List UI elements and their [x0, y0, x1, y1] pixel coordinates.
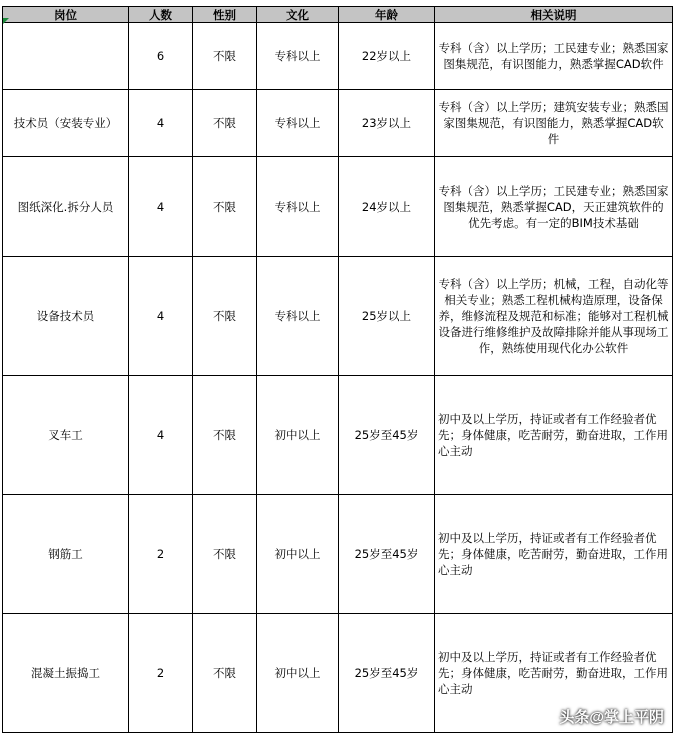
cell-gender: 不限: [193, 614, 257, 733]
cell-gender: 不限: [193, 90, 257, 157]
cell-description: 初中及以上学历，持证或者有工作经验者优先；身体健康，吃苦耐劳，勤奋进取，工作用心主动: [435, 376, 673, 495]
cell-age: 25岁至45岁: [339, 495, 435, 614]
cell-count: 2: [129, 614, 193, 733]
cell-description: 专科（含）以上学历；工民建专业；熟悉国家图集规范，有识图能力，熟悉掌握CAD软件: [435, 23, 673, 90]
cell-age: 24岁以上: [339, 157, 435, 257]
cell-age: 25岁以上: [339, 257, 435, 376]
watermark: 头条@掌上平阴: [559, 709, 664, 726]
table-row: [3, 376, 673, 495]
cell-education: 专科以上: [257, 157, 339, 257]
cell-age: 25岁至45岁: [339, 376, 435, 495]
cell-count: 4: [129, 157, 193, 257]
cell-post: 技术员（安装专业）: [3, 90, 129, 157]
cell-post: 设备技术员: [3, 257, 129, 376]
cell-count: 4: [129, 90, 193, 157]
cell-education: 专科以上: [257, 257, 339, 376]
cell-age: 23岁以上: [339, 90, 435, 157]
cell-post: 钢筋工: [3, 495, 129, 614]
cell-count: 4: [129, 257, 193, 376]
cell-gender: 不限: [193, 257, 257, 376]
cell-post: [3, 23, 129, 90]
cell-description: 专科（含）以上学历；机械，工程，自动化等相关专业；熟悉工程机械构造原理，设备保养，维修流程及规范和标准；能够对工程机械设备进行维修维护及故障排除并能从事现场工作，熟练使用现代化办公软件: [435, 257, 673, 376]
cell-description: 初中及以上学历，持证或者有工作经验者优先；身体健康，吃苦耐劳，勤奋进取，工作用心主动: [435, 614, 673, 733]
cell-description: 初中及以上学历，持证或者有工作经验者优先；身体健康，吃苦耐劳，勤奋进取，工作用心主动: [435, 495, 673, 614]
cell-post: 混凝土振捣工: [3, 614, 129, 733]
cell-count: 4: [129, 376, 193, 495]
cell-count: 2: [129, 495, 193, 614]
header-count: 人数: [129, 7, 193, 23]
cell-education: 初中以上: [257, 495, 339, 614]
header-gender: 性别: [193, 7, 257, 23]
recruitment-table: [2, 6, 673, 733]
cell-education: 初中以上: [257, 614, 339, 733]
header-education: 文化: [257, 7, 339, 23]
cell-comment-marker: [3, 18, 9, 24]
cell-post: 叉车工: [3, 376, 129, 495]
table-row: [3, 90, 673, 157]
cell-count: 6: [129, 23, 193, 90]
cell-education: 专科以上: [257, 90, 339, 157]
cell-description: 专科（含）以上学历；工民建专业；熟悉国家图集规范，熟悉掌握CAD，天正建筑软件的优先考虑。有一定的BIM技术基础: [435, 157, 673, 257]
cell-gender: 不限: [193, 157, 257, 257]
cell-education: 专科以上: [257, 23, 339, 90]
cell-age: 22岁以上: [339, 23, 435, 90]
header-post: 岗位: [3, 7, 129, 23]
cell-description: 专科（含）以上学历；建筑安装专业；熟悉国家图集规范，有识图能力，熟悉掌握CAD软件: [435, 90, 673, 157]
header-age: 年龄: [339, 7, 435, 23]
table-row: [3, 23, 673, 90]
cell-gender: 不限: [193, 495, 257, 614]
table-row: [3, 257, 673, 376]
header-row: [3, 7, 673, 23]
table-row: [3, 495, 673, 614]
cell-gender: 不限: [193, 376, 257, 495]
cell-gender: 不限: [193, 23, 257, 90]
cell-age: 25岁至45岁: [339, 614, 435, 733]
table-row: [3, 157, 673, 257]
cell-education: 初中以上: [257, 376, 339, 495]
header-description: 相关说明: [435, 7, 673, 23]
cell-post: 图纸深化.拆分人员: [3, 157, 129, 257]
